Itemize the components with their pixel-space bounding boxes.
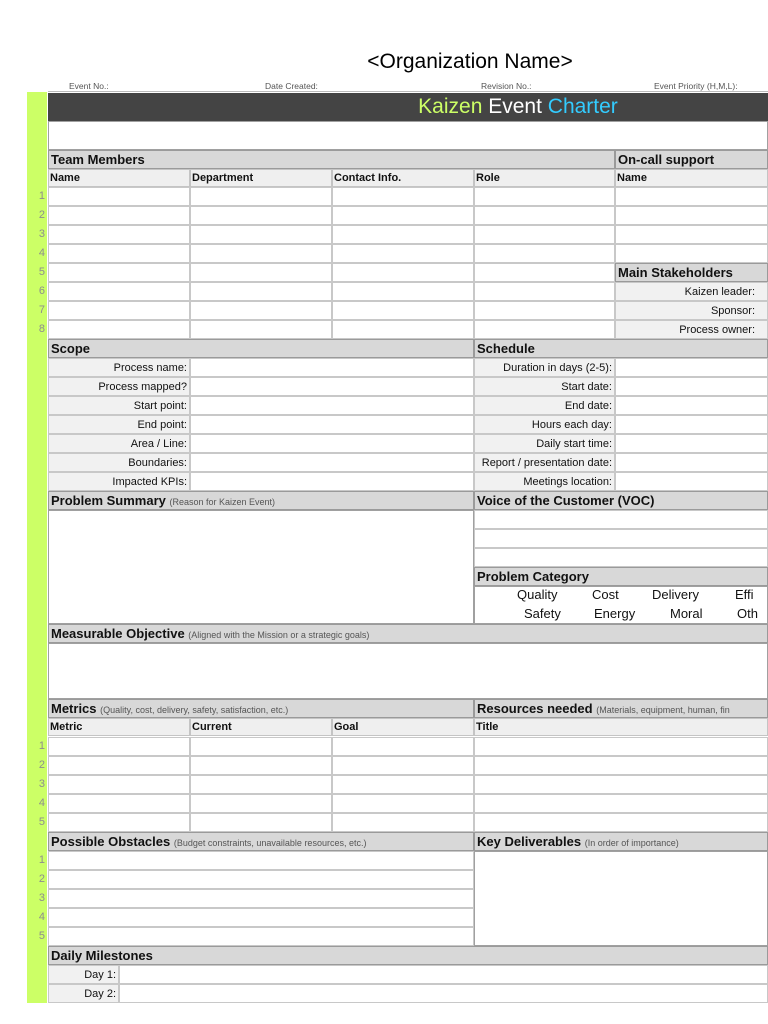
- team-member-cell[interactable]: [48, 187, 190, 206]
- voc-field[interactable]: [474, 529, 768, 548]
- team-member-cell[interactable]: [190, 206, 332, 225]
- problem-summary-field[interactable]: [48, 510, 474, 624]
- title-event: Event: [488, 95, 542, 118]
- team-member-cell[interactable]: [48, 301, 190, 320]
- title-charter: Charter: [547, 95, 618, 118]
- voc-field[interactable]: [474, 548, 768, 567]
- metric-cell[interactable]: [190, 794, 332, 813]
- row-number: 3: [38, 778, 45, 790]
- schedule-field[interactable]: [615, 434, 768, 453]
- metric-cell[interactable]: [48, 775, 190, 794]
- team-member-cell[interactable]: [48, 282, 190, 301]
- row-number: 2: [38, 759, 45, 771]
- scope-label: End point:: [48, 415, 190, 434]
- category-other[interactable]: Oth: [737, 606, 758, 621]
- category-quality[interactable]: Quality: [517, 587, 558, 602]
- schedule-label: End date:: [474, 396, 615, 415]
- obstacles-sub: (Budget constraints, unavailable resources, etc.): [173, 838, 367, 848]
- team-member-cell[interactable]: [474, 244, 615, 263]
- metric-cell[interactable]: [190, 775, 332, 794]
- metric-cell[interactable]: [190, 737, 332, 756]
- team-member-cell[interactable]: [332, 244, 474, 263]
- team-member-cell[interactable]: [474, 187, 615, 206]
- row-number: 5: [38, 816, 45, 828]
- team-member-cell[interactable]: [332, 320, 474, 339]
- row-number: 5: [38, 930, 45, 942]
- team-member-cell[interactable]: [332, 282, 474, 301]
- team-col-role: Role: [474, 169, 615, 187]
- organization-name: <Organization Name>: [367, 50, 573, 73]
- daily-milestones-heading: Daily Milestones: [48, 946, 768, 965]
- schedule-label: Duration in days (2-5):: [474, 358, 615, 377]
- row-number: 4: [38, 797, 45, 809]
- metric-cell[interactable]: [190, 756, 332, 775]
- team-member-cell[interactable]: [190, 282, 332, 301]
- row-number: 1: [38, 854, 45, 866]
- metric-cell[interactable]: [332, 756, 474, 775]
- kaizen-leader-label: Kaizen leader:: [615, 282, 768, 301]
- event-priority-label: Event Priority (H,M,L):: [654, 81, 738, 91]
- team-member-cell[interactable]: [332, 206, 474, 225]
- team-member-cell[interactable]: [332, 263, 474, 282]
- process-owner-label: Process owner:: [615, 320, 768, 339]
- resource-cell[interactable]: [474, 794, 768, 813]
- metric-cell[interactable]: [332, 794, 474, 813]
- row-number: 7: [38, 304, 45, 316]
- scope-label: Impacted KPIs:: [48, 472, 190, 491]
- row-number: 1: [38, 190, 45, 202]
- obstacles-heading: [48, 832, 474, 851]
- row-number: 2: [38, 873, 45, 885]
- metric-cell[interactable]: [332, 737, 474, 756]
- date-created-label: Date Created:: [265, 81, 318, 91]
- metrics-col-goal: Goal: [332, 718, 474, 736]
- scope-field[interactable]: [190, 434, 474, 453]
- schedule-field[interactable]: [615, 415, 768, 434]
- resources-heading: [474, 699, 768, 718]
- team-members-heading: Team Members: [48, 150, 615, 169]
- metrics-col-current: Current: [190, 718, 332, 736]
- resource-cell[interactable]: [474, 737, 768, 756]
- problem-category-heading: Problem Category: [474, 567, 768, 586]
- schedule-label: Daily start time:: [474, 434, 615, 453]
- day-1-label: Day 1:: [48, 965, 119, 984]
- category-delivery[interactable]: Delivery: [652, 587, 699, 602]
- scope-field[interactable]: [190, 472, 474, 491]
- row-number: 4: [38, 247, 45, 259]
- schedule-heading: Schedule: [474, 339, 768, 358]
- problem-summary-title: Problem Summary: [51, 493, 166, 508]
- metric-cell[interactable]: [48, 756, 190, 775]
- scope-field[interactable]: [190, 453, 474, 472]
- deliverables-sub: (In order of importance): [584, 838, 679, 848]
- category-energy[interactable]: Energy: [594, 606, 636, 621]
- resources-sub: (Materials, equipment, human, fin: [596, 705, 730, 715]
- day-1-field[interactable]: [119, 965, 768, 984]
- team-member-cell[interactable]: [48, 320, 190, 339]
- scope-label: Start point:: [48, 396, 190, 415]
- obstacle-cell[interactable]: [48, 908, 474, 927]
- scope-label: Process name:: [48, 358, 190, 377]
- team-member-cell[interactable]: [474, 263, 615, 282]
- revision-no-label: Revision No.:: [481, 81, 532, 91]
- team-member-cell[interactable]: [332, 225, 474, 244]
- scope-field[interactable]: [190, 377, 474, 396]
- team-member-cell[interactable]: [190, 301, 332, 320]
- team-member-cell[interactable]: [332, 301, 474, 320]
- category-cost[interactable]: Cost: [592, 587, 619, 602]
- schedule-label: Hours each day:: [474, 415, 615, 434]
- metric-cell[interactable]: [190, 813, 332, 832]
- schedule-field[interactable]: [615, 472, 768, 491]
- scope-label: Boundaries:: [48, 453, 190, 472]
- scope-label: Area / Line:: [48, 434, 190, 453]
- row-number: 2: [38, 209, 45, 221]
- scope-field[interactable]: [190, 415, 474, 434]
- deliverables-title: Key Deliverables: [477, 834, 582, 849]
- team-member-cell[interactable]: [474, 225, 615, 244]
- problem-summary-heading: [48, 491, 474, 510]
- header-divider: [48, 91, 768, 92]
- team-member-cell[interactable]: [190, 225, 332, 244]
- measurable-objective-heading: [48, 624, 768, 643]
- metric-cell[interactable]: [48, 737, 190, 756]
- metrics-heading: [48, 699, 474, 718]
- obstacle-cell[interactable]: [48, 927, 474, 946]
- team-member-cell[interactable]: [474, 206, 615, 225]
- day-2-field[interactable]: [119, 984, 768, 1003]
- team-member-cell[interactable]: [190, 263, 332, 282]
- row-number: 8: [38, 323, 45, 335]
- schedule-label: Meetings location:: [474, 472, 615, 491]
- resource-cell[interactable]: [474, 813, 768, 832]
- schedule-label: Report / presentation date:: [474, 453, 615, 472]
- team-col-contact: Contact Info.: [332, 169, 474, 187]
- scope-label: Process mapped?: [48, 377, 190, 396]
- deliverables-field[interactable]: [474, 851, 768, 946]
- category-moral[interactable]: Moral: [670, 606, 703, 621]
- metrics-sub: (Quality, cost, delivery, safety, satisfaction, etc.): [100, 705, 289, 715]
- oncall-support-heading: On-call support: [615, 150, 768, 169]
- resource-cell[interactable]: [474, 756, 768, 775]
- objective-title: Measurable Objective: [51, 626, 185, 641]
- day-2-label: Day 2:: [48, 984, 119, 1003]
- schedule-field[interactable]: [615, 453, 768, 472]
- category-efficiency[interactable]: Effi: [735, 587, 754, 602]
- row-number: 4: [38, 911, 45, 923]
- metric-cell[interactable]: [48, 813, 190, 832]
- metrics-col-metric: Metric: [48, 718, 190, 736]
- sponsor-label: Sponsor:: [615, 301, 768, 320]
- description-field[interactable]: [48, 121, 768, 150]
- schedule-label: Start date:: [474, 377, 615, 396]
- team-col-name: Name: [48, 169, 190, 187]
- title-kaizen: Kaizen: [418, 95, 483, 118]
- event-no-label: Event No.:: [69, 81, 109, 91]
- resource-cell[interactable]: [474, 775, 768, 794]
- oncall-field[interactable]: [615, 244, 768, 263]
- scope-field[interactable]: [190, 396, 474, 415]
- metric-cell[interactable]: [48, 794, 190, 813]
- charter-title: [48, 93, 768, 121]
- team-member-cell[interactable]: [48, 263, 190, 282]
- deliverables-heading: [474, 832, 768, 851]
- team-col-department: Department: [190, 169, 332, 187]
- problem-summary-sub: (Reason for Kaizen Event): [169, 497, 276, 507]
- team-member-cell[interactable]: [474, 282, 615, 301]
- team-member-cell[interactable]: [48, 206, 190, 225]
- scope-heading: Scope: [48, 339, 474, 358]
- objective-field[interactable]: [48, 643, 768, 699]
- scope-field[interactable]: [190, 358, 474, 377]
- obstacle-cell[interactable]: [48, 889, 474, 908]
- category-safety[interactable]: Safety: [524, 606, 561, 621]
- main-stakeholders-heading: Main Stakeholders: [615, 263, 768, 282]
- resources-title: Resources needed: [477, 701, 593, 716]
- metric-cell[interactable]: [332, 813, 474, 832]
- schedule-field[interactable]: [615, 396, 768, 415]
- team-member-cell[interactable]: [48, 244, 190, 263]
- oncall-col-name: Name: [615, 169, 768, 187]
- resources-col-title: Title: [474, 718, 768, 736]
- team-member-cell[interactable]: [190, 244, 332, 263]
- voc-field[interactable]: [474, 510, 768, 529]
- oncall-field[interactable]: [615, 187, 768, 206]
- row-number: 3: [38, 228, 45, 240]
- schedule-field[interactable]: [615, 358, 768, 377]
- team-member-cell[interactable]: [48, 225, 190, 244]
- row-number: 5: [38, 266, 45, 278]
- oncall-field[interactable]: [615, 206, 768, 225]
- obstacle-cell[interactable]: [48, 870, 474, 889]
- objective-sub: (Aligned with the Mission or a strategic goals): [188, 630, 370, 640]
- row-number: 6: [38, 285, 45, 297]
- metric-cell[interactable]: [332, 775, 474, 794]
- oncall-field[interactable]: [615, 225, 768, 244]
- team-member-cell[interactable]: [190, 320, 332, 339]
- metrics-title: Metrics: [51, 701, 97, 716]
- obstacle-cell[interactable]: [48, 851, 474, 870]
- obstacles-title: Possible Obstacles: [51, 834, 171, 849]
- row-number: 3: [38, 892, 45, 904]
- voc-heading: Voice of the Customer (VOC): [474, 491, 768, 510]
- team-member-cell[interactable]: [474, 301, 615, 320]
- team-member-cell[interactable]: [332, 187, 474, 206]
- schedule-field[interactable]: [615, 377, 768, 396]
- team-member-cell[interactable]: [190, 187, 332, 206]
- row-number: 1: [38, 740, 45, 752]
- team-member-cell[interactable]: [474, 320, 615, 339]
